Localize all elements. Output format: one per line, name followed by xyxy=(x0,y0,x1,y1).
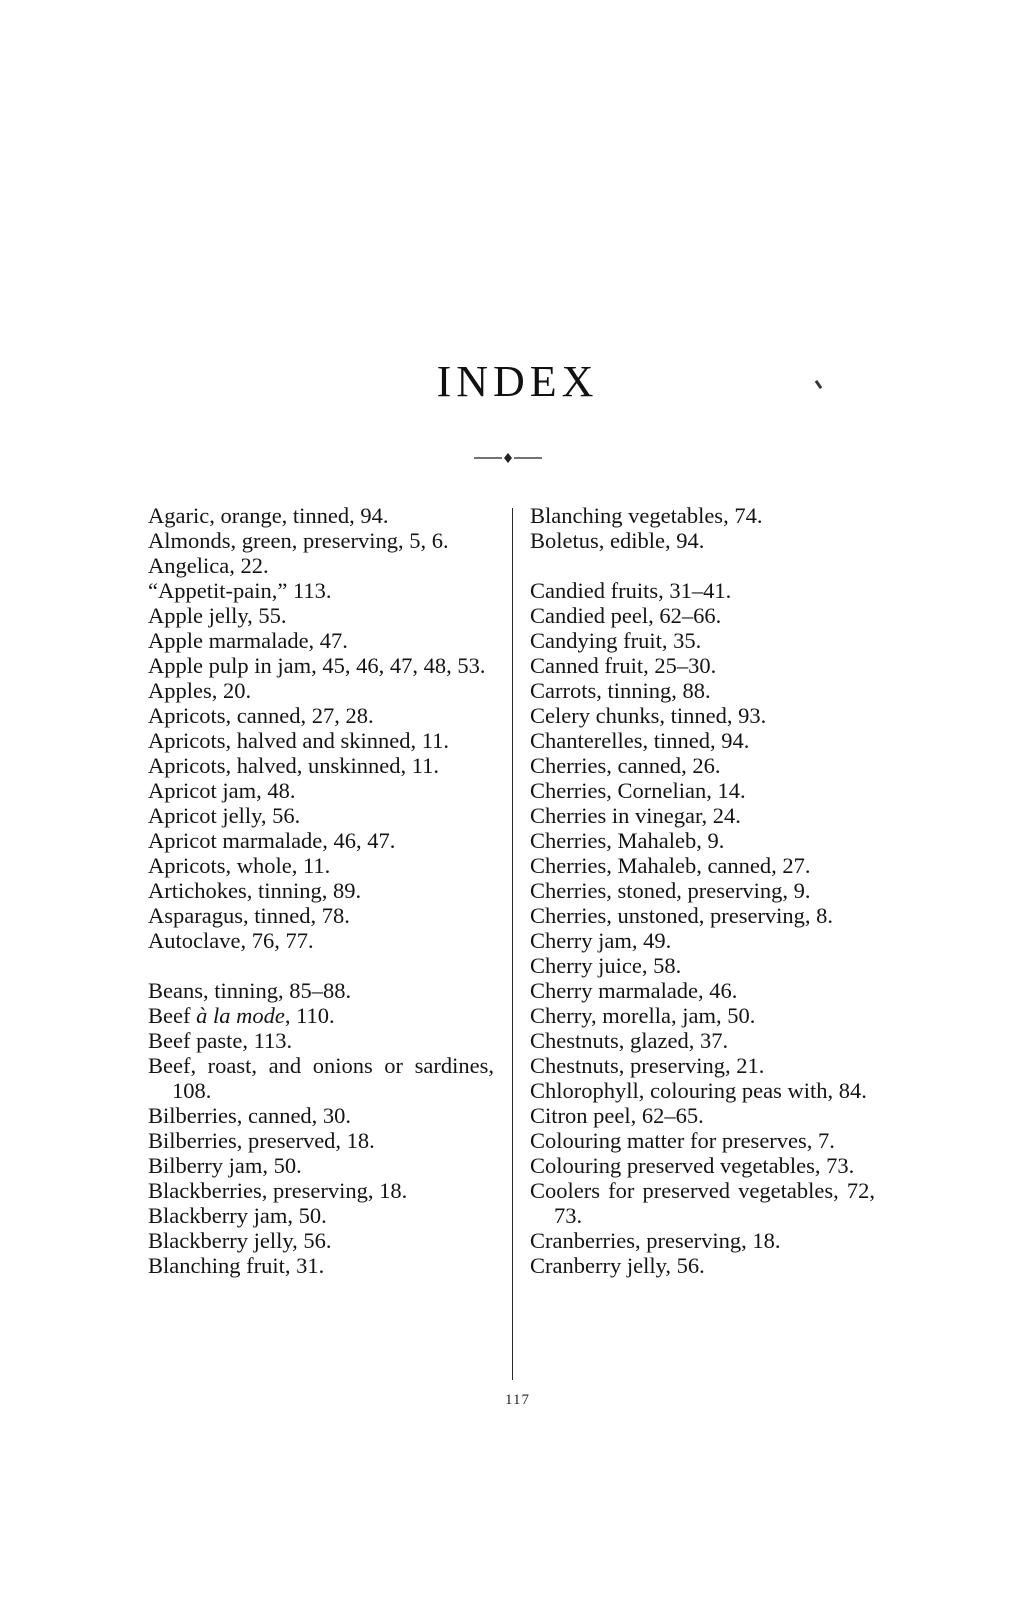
index-entry: Colouring preserved vegetables, 73. xyxy=(530,1153,855,1178)
index-entry: Artichokes, tinning, 89. xyxy=(148,878,362,903)
index-entry: Candied fruits, 31–41. xyxy=(530,578,732,603)
index-entry: Almonds, green, preserving, 5, 6. xyxy=(148,528,449,553)
index-entry: Cherries in vinegar, 24. xyxy=(530,803,741,828)
index-entry: Angelica, 22. xyxy=(148,553,269,578)
column-divider xyxy=(512,508,513,1380)
index-entry: Apple pulp in jam, 45, 46, 47, 48, 53. xyxy=(148,653,486,678)
index-entry: “Appetit-pain,” 113. xyxy=(148,578,332,603)
index-entry: Colouring matter for preserves, 7. xyxy=(530,1128,835,1153)
index-entry: Cherry marmalade, 46. xyxy=(530,978,738,1003)
index-entry: Blackberry jelly, 56. xyxy=(148,1228,332,1253)
index-entry: Chanterelles, tinned, 94. xyxy=(530,728,750,753)
index-entry: Cherry, morella, jam, 50. xyxy=(530,1003,756,1028)
index-entry: Asparagus, tinned, 78. xyxy=(148,903,350,928)
index-entry: Cherries, unstoned, preserving, 8. xyxy=(530,903,834,928)
index-entry: Apricots, canned, 27, 28. xyxy=(148,703,374,728)
index-entry: Citron peel, 62–65. xyxy=(530,1103,704,1128)
index-entry: Cranberry jelly, 56. xyxy=(530,1253,705,1278)
index-entry: Canned fruit, 25–30. xyxy=(530,653,717,678)
index-entry: Cherries, stoned, preserving, 9. xyxy=(530,878,811,903)
index-entry: Apricots, halved, unskinned, 11. xyxy=(148,753,439,778)
index-entry: Apricot jelly, 56. xyxy=(148,803,301,828)
index-entry: Boletus, edible, 94. xyxy=(530,528,705,553)
index-entry: Chlorophyll, colouring peas with, 84. xyxy=(530,1078,867,1103)
index-entry: Candying fruit, 35. xyxy=(530,628,702,653)
index-entry: Apricot jam, 48. xyxy=(148,778,296,803)
index-entry: Apricots, whole, 11. xyxy=(148,853,331,878)
index-column-left xyxy=(148,503,494,1278)
index-entry: Cherry jam, 49. xyxy=(530,928,672,953)
index-entry: Cherries, canned, 26. xyxy=(530,753,721,778)
index-entry: Apricots, halved and skinned, 11. xyxy=(148,728,449,753)
index-entry: Cranberries, preserving, 18. xyxy=(530,1228,781,1253)
index-entry: Beef, roast, and onions or sardines, 108. xyxy=(148,1053,494,1103)
index-entry: Apricot marmalade, 46, 47. xyxy=(148,828,396,853)
index-entry: Blanching vegetables, 74. xyxy=(530,503,763,528)
index-entry: Bilberry jam, 50. xyxy=(148,1153,302,1178)
page-title: INDEX xyxy=(436,357,599,406)
index-entry: Chestnuts, glazed, 37. xyxy=(530,1028,729,1053)
index-entry: Beef paste, 113. xyxy=(148,1028,293,1053)
index-entry: Candied peel, 62–66. xyxy=(530,603,722,628)
index-entry: Beans, tinning, 85–88. xyxy=(148,978,352,1003)
index-entry: Bilberries, preserved, 18. xyxy=(148,1128,375,1153)
index-entry: Cherry juice, 58. xyxy=(530,953,682,978)
index-entry: Cherries, Mahaleb, 9. xyxy=(530,828,725,853)
index-entry: Cherries, Cornelian, 14. xyxy=(530,778,746,803)
index-entry: Coolers for preserved vegetables, 72, 73. xyxy=(530,1178,875,1228)
index-entry: Carrots, tinning, 88. xyxy=(530,678,711,703)
index-entry: Beef à la mode, 110. xyxy=(148,1003,335,1028)
index-entry: Bilberries, canned, 30. xyxy=(148,1103,352,1128)
title-ornament-icon xyxy=(472,453,544,463)
index-entry: Apple jelly, 55. xyxy=(148,603,287,628)
index-entry: Agaric, orange, tinned, 94. xyxy=(148,503,389,528)
index-column-right xyxy=(530,503,875,1278)
index-entry: Blackberry jam, 50. xyxy=(148,1203,327,1228)
index-entry: Cherries, Mahaleb, canned, 27. xyxy=(530,853,811,878)
index-entry: Apple marmalade, 47. xyxy=(148,628,348,653)
italic-phrase: à la mode xyxy=(196,1003,285,1028)
index-entry: Chestnuts, preserving, 21. xyxy=(530,1053,765,1078)
page-number: 117 xyxy=(505,1392,530,1408)
index-entry: Blanching fruit, 31. xyxy=(148,1253,325,1278)
index-entry: Autoclave, 76, 77. xyxy=(148,928,314,953)
index-entry: Celery chunks, tinned, 93. xyxy=(530,703,767,728)
index-entry: Blackberries, preserving, 18. xyxy=(148,1178,408,1203)
index-entry: Apples, 20. xyxy=(148,678,252,703)
